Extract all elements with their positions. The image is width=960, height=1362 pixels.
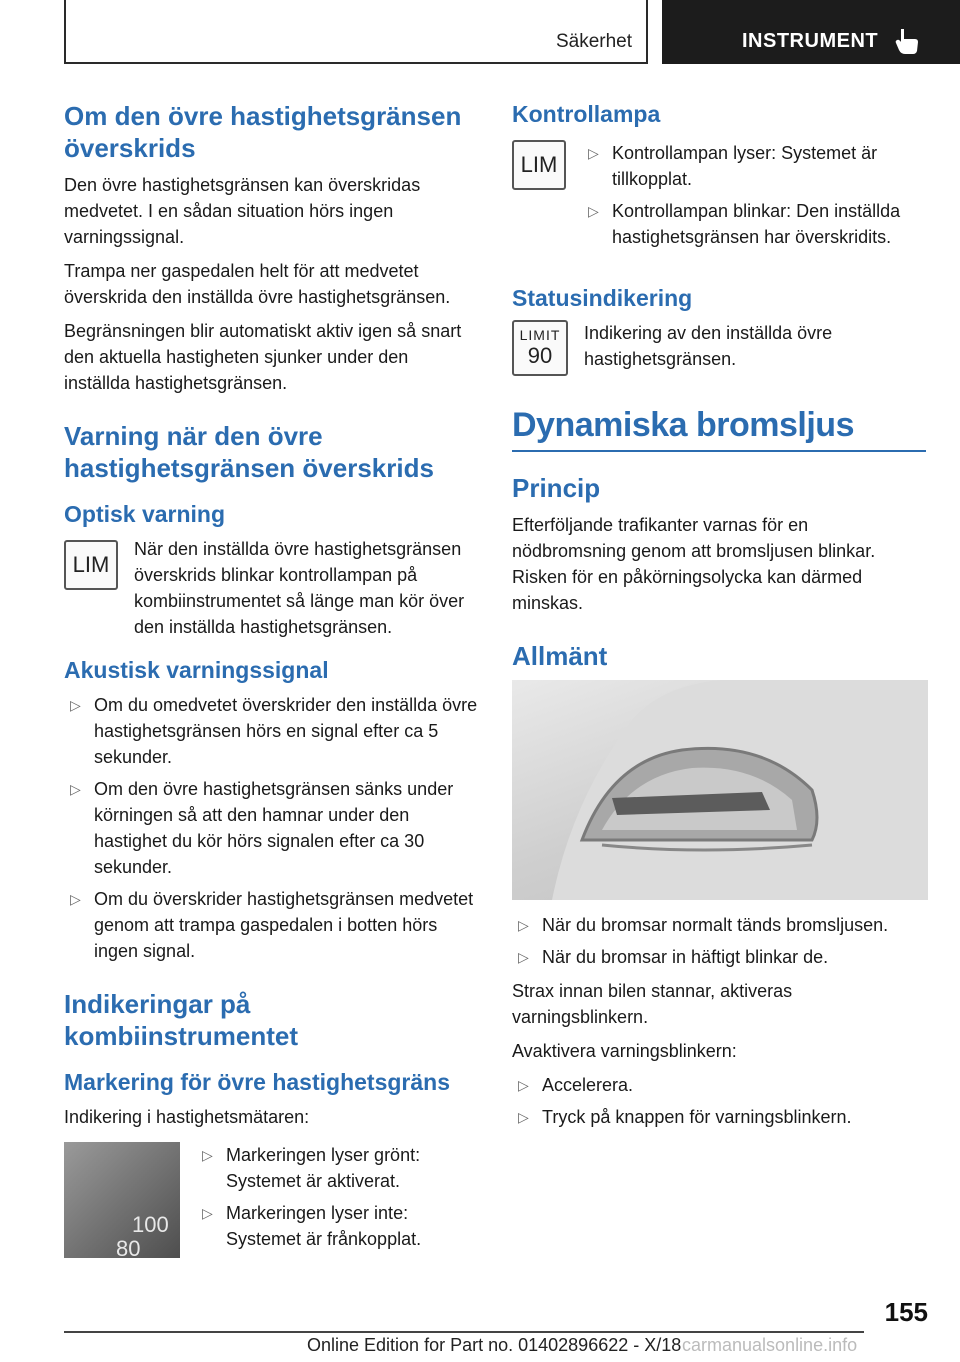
general-list bbox=[512, 912, 926, 970]
page-number: 155 bbox=[884, 1297, 928, 1327]
speedo-100-label: 100 bbox=[132, 1212, 169, 1237]
speedometer-image bbox=[64, 1142, 180, 1261]
tail-light-illustration bbox=[512, 680, 928, 900]
list-item: ▷ Markeringen lyser inte: Systemet är frånkopplat. bbox=[196, 1200, 450, 1252]
lim-indicator-icon bbox=[512, 140, 566, 190]
right-column bbox=[512, 100, 926, 1138]
limit-display-icon bbox=[512, 320, 568, 376]
list-item: ▷ Markeringen lyser grönt: Systemet är aktiverat. bbox=[196, 1142, 450, 1194]
limit-label: LIMIT bbox=[519, 327, 561, 343]
principle-text: Efterföljande trafikanter varnas för en nödbromsning genom att bromsljusen blinkar. Risken för en påkörningsolycka kan därmed minskas. bbox=[512, 515, 876, 613]
paragraph: Den övre hastighetsgränsen kan överskridas medvetet. I en sådan situation hörs ingen varningssignal. bbox=[64, 175, 421, 247]
list-item: ▷ Om du överskrider hastighetsgränsen medvetet genom att trampa gaspedalen i botten hörs ingen signal. bbox=[64, 886, 478, 964]
watermark: carmanualsonline.info bbox=[682, 1335, 858, 1355]
header-section-tab bbox=[64, 0, 648, 64]
lamp-list bbox=[582, 140, 926, 256]
heading-dynamic-brake-lights: Dynamiska bromsljus bbox=[512, 404, 926, 452]
heading-acoustic-signal: Akustisk varningssignal bbox=[64, 657, 329, 683]
list-item: ▷ Om du omedvetet överskrider den inställda övre hastighetsgränsen hörs en signal efter ca 5 sekunder. bbox=[64, 692, 478, 770]
list-item: ▷ När du bromsar in häftigt blinkar de. bbox=[512, 944, 926, 970]
list-item: ▷ Tryck på knappen för varningsblinkern. bbox=[512, 1104, 926, 1130]
marking-text: Indikering i hastighetsmätaren: bbox=[64, 1107, 310, 1127]
paragraph: Avaktivera varningsblinkern: bbox=[512, 1041, 737, 1061]
header-section-label: Säkerhet bbox=[555, 31, 632, 52]
heading-optical-warning: Optisk varning bbox=[64, 501, 226, 527]
left-column bbox=[64, 100, 478, 1266]
lim-icon-label: LIM bbox=[72, 552, 110, 577]
paragraph: Trampa ner gaspedalen helt för att medvetet överskrida den inställda övre hastighetsgränsen. bbox=[64, 261, 451, 307]
marking-list bbox=[196, 1142, 450, 1258]
heading-exceed-limit: Om den övre hastighetsgränsen överskrids bbox=[64, 101, 462, 163]
paragraph: Strax innan bilen stannar, aktiveras varningsblinkern. bbox=[512, 981, 793, 1027]
heading-general: Allmänt bbox=[512, 641, 608, 671]
header-chapter-tab bbox=[662, 0, 960, 64]
heading-warning: Varning när den övre hastighetsgränsen överskrids bbox=[64, 421, 434, 483]
speedo-80-label: 80 bbox=[116, 1236, 141, 1261]
edition-text: Online Edition for Part no. 01402896622 - X/18 bbox=[307, 1335, 682, 1355]
list-item: ▷ Om den övre hastighetsgränsen sänks under körningen så att den hamnar under den hastighet du kör hörs signalen efter ca 30 sekunder. bbox=[64, 776, 478, 880]
tail-light-image bbox=[512, 680, 928, 900]
status-text: Indikering av den inställda övre hastighetsgränsen. bbox=[584, 323, 833, 369]
list-item: ▷ Kontrollampan lyser: Systemet är tillkopplat. bbox=[582, 140, 926, 192]
limit-value: 90 bbox=[527, 343, 553, 368]
list-item: ▷ När du bromsar normalt tänds bromsljusen. bbox=[512, 912, 926, 938]
optical-warning-text: När den inställda övre hastighetsgränsen överskrids blinkar kontrollampan på kombiinstrumentet så länge man kör över den inställda hastighetsgränsen. bbox=[134, 539, 465, 637]
list-item: ▷ Accelerera. bbox=[512, 1072, 926, 1098]
lim-indicator-icon bbox=[64, 540, 118, 590]
header-chapter-label: INSTRUMENT bbox=[742, 30, 879, 52]
pointing-hand-icon bbox=[895, 27, 919, 55]
lim-icon-label: LIM bbox=[520, 152, 558, 177]
heading-indicator-lamp: Kontrollampa bbox=[512, 101, 661, 127]
heading-marking: Markering för övre hastighetsgräns bbox=[64, 1069, 450, 1095]
heading-indications: Indikeringar på kombiinstrumentet bbox=[64, 989, 299, 1051]
paragraph: Begränsningen blir automatiskt aktiv igen så snart den aktuella hastigheten sjunker under den inställda hastighetsgränsen. bbox=[64, 321, 462, 393]
acoustic-list bbox=[64, 692, 478, 964]
footer-divider bbox=[64, 1331, 864, 1333]
list-item: ▷ Kontrollampan blinkar: Den inställda hastighetsgränsen har överskridits. bbox=[582, 198, 926, 250]
heading-status: Statusindikering bbox=[512, 285, 693, 311]
deactivate-list bbox=[512, 1072, 926, 1130]
heading-principle: Princip bbox=[512, 473, 601, 503]
